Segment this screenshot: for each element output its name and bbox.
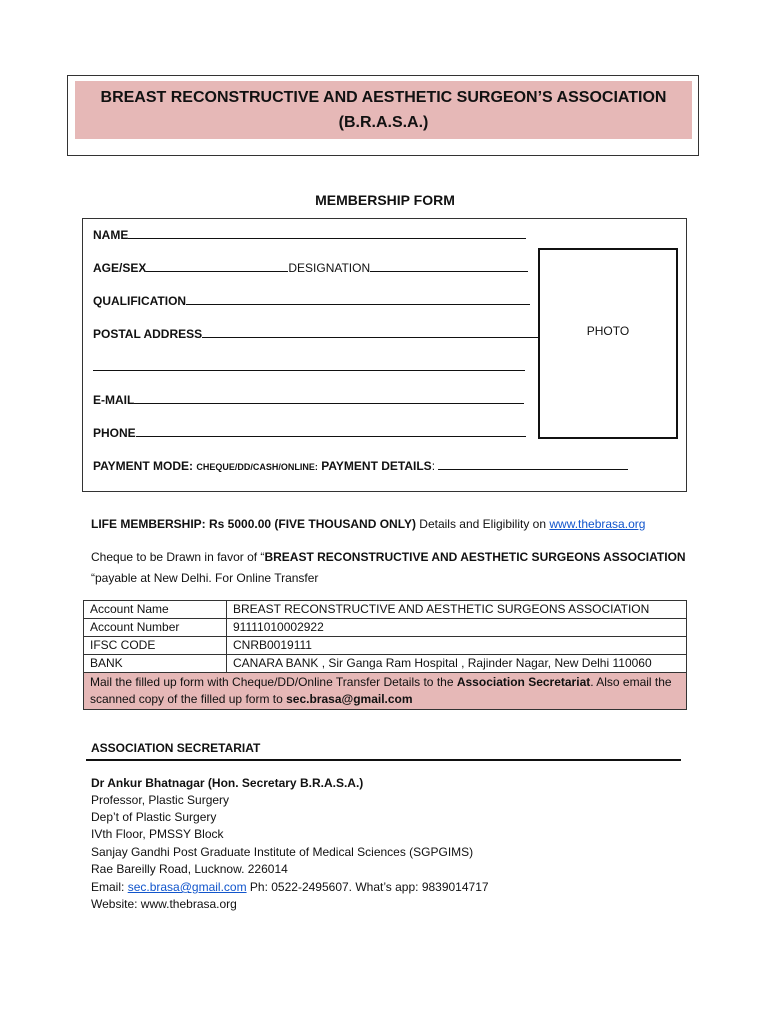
photo-box xyxy=(538,248,678,439)
phone-field[interactable] xyxy=(93,425,526,440)
email-line[interactable] xyxy=(134,392,524,404)
postal-address-label: POSTAL ADDRESS xyxy=(93,327,203,341)
email-prefix: Email: xyxy=(91,880,128,894)
details-text: Details and Eligibility on xyxy=(415,517,550,531)
secretary-contact xyxy=(91,880,489,894)
name-line[interactable] xyxy=(128,227,526,239)
postal-address-extra-line[interactable] xyxy=(93,359,525,371)
secretary-road: Rae Bareilly Road, Lucknow. 226014 xyxy=(91,862,288,876)
account-number-key: Account Number xyxy=(84,619,227,637)
secretary-dept: Dep’t of Plastic Surgery xyxy=(91,810,217,824)
secretariat-divider xyxy=(86,759,681,761)
postal-address-field[interactable] xyxy=(93,326,538,341)
payment-details-line[interactable] xyxy=(438,458,628,470)
account-name-value: BREAST RECONSTRUCTIVE AND AESTHETIC SURGEONS ASSOCIATION xyxy=(227,601,687,619)
note-text-1: Mail the filled up form with Cheque/DD/Online Transfer Details to the xyxy=(90,675,457,689)
payment-mode-options: CHEQUE/DD/CASH/ONLINE: xyxy=(196,462,318,472)
life-membership-label: LIFE MEMBERSHIP: Rs 5000.00 (FIVE THOUSAND ONLY) xyxy=(91,517,416,531)
postal-address-line-2[interactable] xyxy=(93,359,525,374)
account-number-value: 91111010002922 xyxy=(227,619,687,637)
name-field[interactable] xyxy=(93,227,526,242)
secretary-institute: Sanjay Gandhi Post Graduate Institute of Medical Sciences (SGPGIMS) xyxy=(91,845,474,859)
phone-text: Ph: 0522-2495607. What’s app: 9839014717 xyxy=(246,880,489,894)
life-membership-line xyxy=(91,517,645,531)
ifsc-key: IFSC CODE xyxy=(84,637,227,655)
photo-label: PHOTO xyxy=(586,324,630,338)
note-email: sec.brasa@gmail.com xyxy=(286,692,413,706)
payment-details-label: PAYMENT DETAILS xyxy=(321,459,432,473)
cheque-line-2: “payable at New Delhi. For Online Transfer xyxy=(91,571,319,585)
payment-field[interactable] xyxy=(93,458,628,473)
table-row xyxy=(84,673,687,710)
association-abbrev: (B.R.A.S.A.) xyxy=(338,114,429,131)
note-bold-1: Association Secretariat xyxy=(456,675,591,689)
secretary-name: Dr Ankur Bhatnagar (Hon. Secretary B.R.A.S.A.) xyxy=(91,776,364,790)
secretary-email-link[interactable]: sec.brasa@gmail.com xyxy=(127,880,247,894)
phone-label: PHONE xyxy=(93,426,136,440)
phone-line[interactable] xyxy=(136,425,526,437)
ifsc-value: CNRB0019111 xyxy=(227,637,687,655)
designation-line[interactable] xyxy=(370,260,528,272)
table-row xyxy=(84,601,687,619)
secretary-title: Professor, Plastic Surgery xyxy=(91,793,230,807)
header-band xyxy=(75,81,692,139)
header-box xyxy=(67,75,699,156)
qualification-line[interactable] xyxy=(186,293,530,305)
account-name-key: Account Name xyxy=(84,601,227,619)
age-sex-field[interactable] xyxy=(93,260,528,275)
qualification-field[interactable] xyxy=(93,293,530,308)
name-label: NAME xyxy=(93,228,129,242)
bank-key: BANK xyxy=(84,655,227,673)
bank-value: CANARA BANK , Sir Ganga Ram Hospital , Rajinder Nagar, New Delhi 110060 xyxy=(227,655,687,673)
table-row xyxy=(84,655,687,673)
website-link[interactable]: www.thebrasa.org xyxy=(549,517,646,531)
membership-form-box xyxy=(82,218,687,492)
form-title: MEMBERSHIP FORM xyxy=(315,192,455,208)
email-field[interactable] xyxy=(93,392,524,407)
table-row xyxy=(84,619,687,637)
email-label: E-MAIL xyxy=(93,393,135,407)
cheque-line-1 xyxy=(91,550,686,564)
bank-details-table xyxy=(83,600,687,710)
qualification-label: QUALIFICATION xyxy=(93,294,187,308)
postal-address-line[interactable] xyxy=(202,326,538,338)
age-sex-label: AGE/SEX xyxy=(93,261,147,275)
secretary-floor: IVth Floor, PMSSY Block xyxy=(91,827,224,841)
payment-mode-label: PAYMENT MODE: xyxy=(93,459,194,473)
age-sex-line[interactable] xyxy=(146,260,288,272)
table-row xyxy=(84,637,687,655)
designation-label: DESIGNATION xyxy=(288,261,371,275)
payment-details-colon: : xyxy=(431,459,436,473)
cheque-prefix: Cheque to be Drawn in favor of “ xyxy=(91,550,265,564)
association-name: BREAST RECONSTRUCTIVE AND AESTHETIC SURGEON’S ASSOCIATION xyxy=(100,89,667,106)
cheque-payee: BREAST RECONSTRUCTIVE AND AESTHETIC SURGEONS ASSOCIATION xyxy=(264,550,686,564)
mail-instructions xyxy=(84,673,687,710)
secretary-website: Website: www.thebrasa.org xyxy=(91,897,237,911)
note-text-2: . Also email the scanned copy of the filled up form to xyxy=(90,675,672,706)
secretariat-heading: ASSOCIATION SECRETARIAT xyxy=(91,741,261,755)
